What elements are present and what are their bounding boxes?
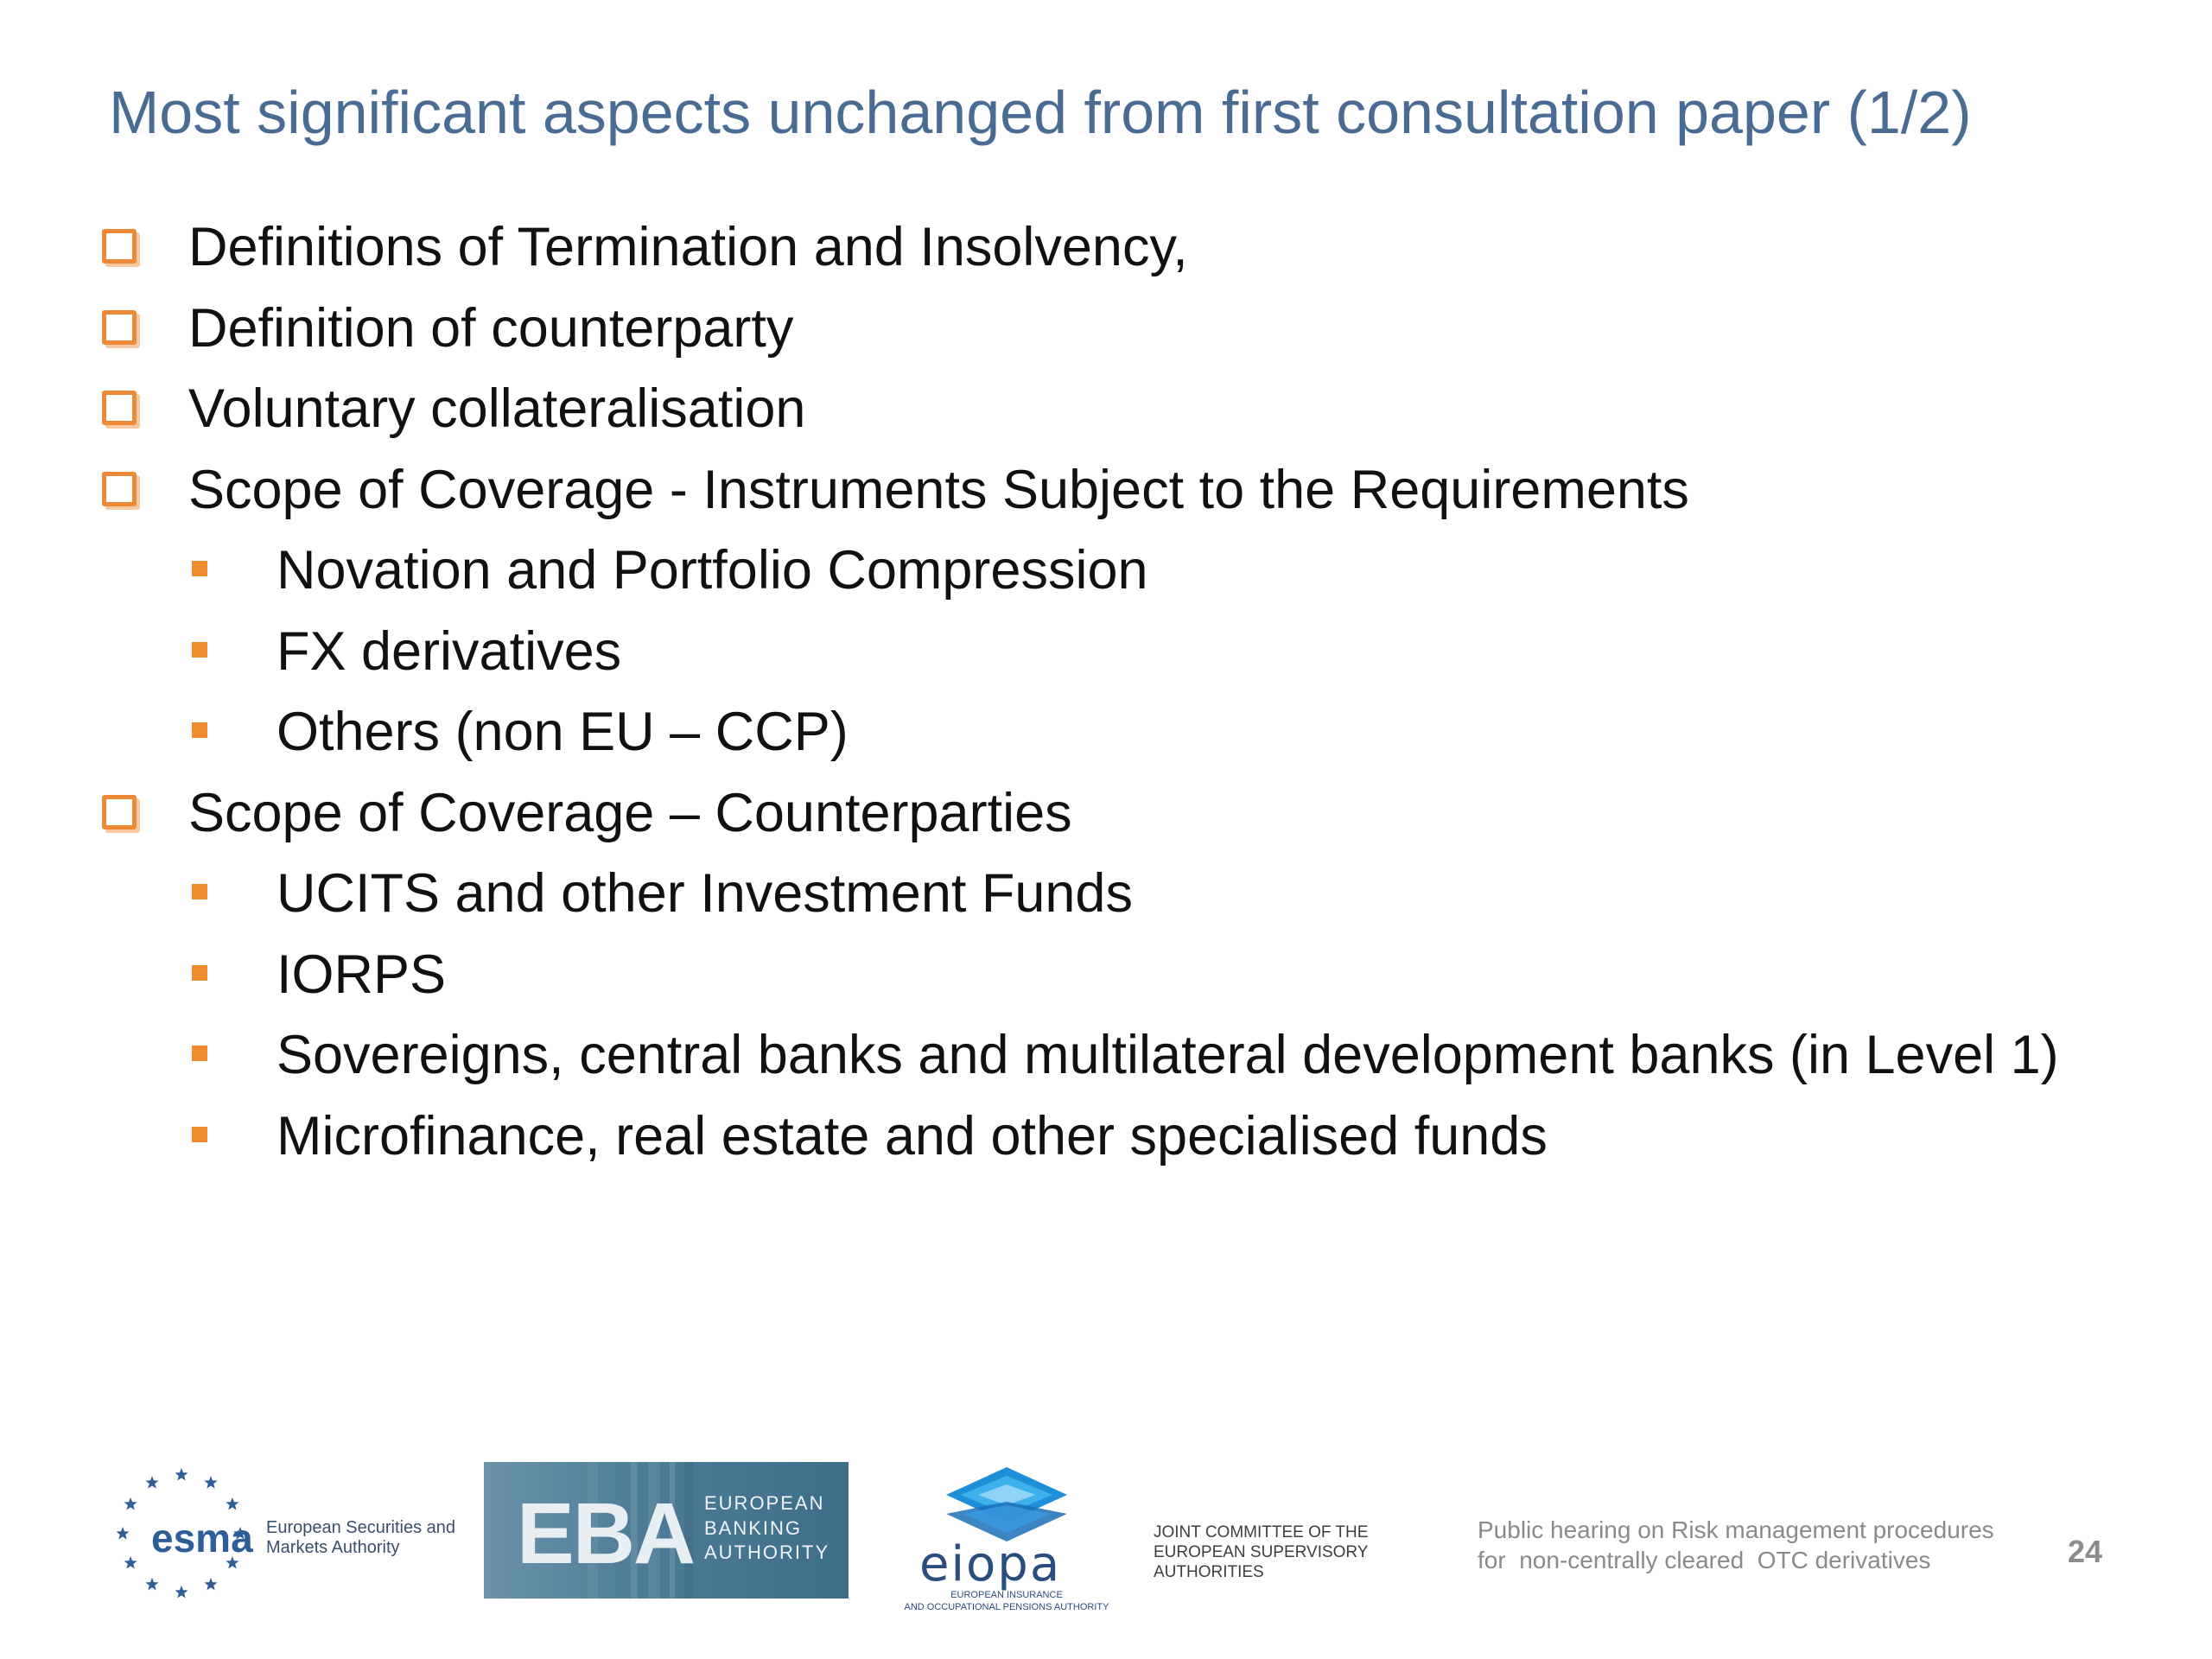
page-number: 24: [2068, 1534, 2103, 1569]
square-bullet-icon: [192, 722, 207, 738]
checkbox-bullet-icon: [102, 310, 137, 345]
bullet-text: Others (non EU – CCP): [276, 702, 849, 762]
bullet-text: IORPS: [276, 944, 447, 1005]
eiopa-logo-word: eiopa: [919, 1536, 1062, 1592]
hearing-title-line-2: for non-centrally cleared OTC derivatives: [1478, 1547, 1931, 1573]
eba-line-1: EUROPEAN: [704, 1492, 825, 1514]
bullet-text: Novation and Portfolio Compression: [276, 540, 1148, 601]
eba-line-3: AUTHORITY: [704, 1541, 830, 1564]
eba-logo-word: EBA: [517, 1485, 695, 1582]
eiopa-diamond-icon: [890, 1460, 1123, 1547]
hearing-title: [1478, 1515, 2039, 1575]
hearing-title-line-1: Public hearing on Risk management procedures: [1478, 1516, 1994, 1543]
square-bullet-icon: [192, 884, 207, 899]
square-bullet-icon: [192, 1127, 207, 1142]
bullet-text: Definitions of Termination and Insolvency,: [188, 217, 1188, 277]
square-bullet-icon: [192, 965, 207, 981]
checkbox-bullet-icon: [102, 391, 137, 425]
bullet-text: Scope of Coverage - Instruments Subject to the Requirements: [188, 459, 1689, 520]
checkbox-bullet-icon: [102, 472, 137, 506]
eba-logo-fullname: [704, 1491, 830, 1566]
bullet-text: Microfinance, real estate and other specialised funds: [276, 1105, 1548, 1166]
square-bullet-icon: [192, 561, 207, 576]
bullet-text: UCITS and other Investment Funds: [276, 863, 1133, 924]
square-bullet-icon: [192, 642, 207, 658]
eba-line-2: BANKING: [704, 1516, 803, 1539]
esma-logo: [112, 1465, 458, 1603]
esma-logo-fullname: European Securities and Markets Authority: [266, 1518, 456, 1557]
bullet-text: FX derivatives: [276, 620, 622, 682]
eiopa-sub-2: AND OCCUPATIONAL PENSIONS AUTHORITY: [904, 1601, 1109, 1612]
eba-logo: [484, 1462, 849, 1599]
eiopa-logo: [890, 1460, 1123, 1611]
checkbox-bullet-icon: [102, 229, 137, 264]
bullet-text: Definition of counterparty: [188, 297, 794, 359]
joint-committee-label: JOINT COMMITTEE OF THE EUROPEAN SUPERVISORY AUTHORITIES: [1154, 1523, 1369, 1581]
checkbox-bullet-icon: [102, 795, 137, 830]
slide-title: Most significant aspects unchanged from first consultation paper (1/2): [109, 79, 1972, 146]
eiopa-sub-1: EUROPEAN INSURANCE: [950, 1590, 1063, 1600]
eiopa-logo-fullname: [890, 1590, 1123, 1614]
bullet-text: Scope of Coverage – Counterparties: [188, 782, 1072, 843]
slide-footer: [0, 1452, 2212, 1624]
square-bullet-icon: [192, 1046, 207, 1061]
bullet-text: Sovereigns, central banks and multilateral development banks (in Level 1): [276, 1025, 2059, 1085]
esma-logo-word: esma: [151, 1516, 253, 1560]
bullet-text: Voluntary collateralisation: [188, 378, 806, 439]
